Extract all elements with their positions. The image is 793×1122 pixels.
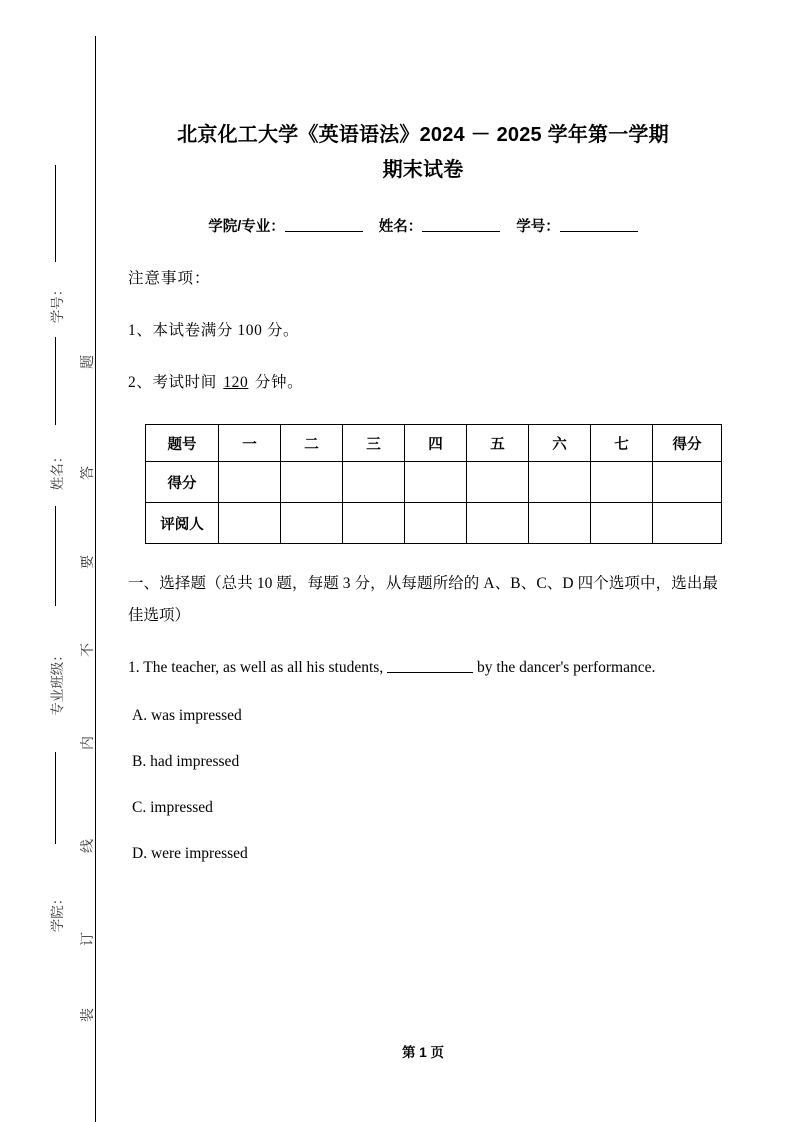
seal-char-4: 内 — [81, 736, 96, 750]
question-1-blank[interactable] — [387, 659, 473, 673]
question-1-text-after: by the dancer's performance. — [476, 658, 656, 676]
score-header-3: 三 — [343, 425, 405, 462]
seal-char-7: 装 — [81, 1008, 96, 1022]
score-row-1-cell-0[interactable] — [219, 503, 281, 544]
seal-char-0: 题 — [81, 355, 96, 369]
seal-char-6: 订 — [81, 932, 96, 946]
student-id-label: 学号： — [516, 219, 560, 235]
table-row — [146, 503, 722, 544]
score-row-0-cell-4[interactable] — [467, 462, 529, 503]
question-1-stem — [128, 652, 718, 684]
score-header-4: 四 — [405, 425, 467, 462]
score-header-6: 六 — [529, 425, 591, 462]
question-1-option-b[interactable]: B. had impressed — [132, 753, 240, 771]
section-heading: 一、选择题（总共 10 题，每题 3 分，从每题所给的 A、B、C、D 四个选项中，选出最佳选项） — [128, 575, 718, 624]
seal-char-2: 要 — [81, 555, 96, 569]
name-blank[interactable] — [422, 217, 500, 232]
score-row-0-label: 得分 — [146, 462, 219, 503]
page-title-line2: 期末试卷 — [382, 159, 464, 181]
student-info-line — [128, 215, 718, 236]
score-row-0-cell-2[interactable] — [343, 462, 405, 503]
seal-field-0: 学号： — [50, 282, 65, 324]
seal-char-5: 线 — [81, 839, 96, 853]
exam-content — [128, 0, 718, 1122]
page-title-line1: 北京化工大学《英语语法》2024 － 2025 学年第一学期 — [177, 124, 669, 146]
score-header-1: 一 — [219, 425, 281, 462]
score-table — [145, 424, 722, 544]
college-major-blank[interactable] — [285, 217, 363, 232]
score-row-1-cell-5[interactable] — [529, 503, 591, 544]
seal-blank-3 — [55, 752, 56, 844]
page-title — [128, 0, 718, 188]
question-1-option-a[interactable]: A. was impressed — [132, 707, 242, 725]
table-row-header — [146, 425, 722, 462]
seal-binding-sidebar — [0, 0, 120, 1122]
question-1-option-d[interactable]: D. were impressed — [132, 844, 248, 862]
notice-item-2 — [128, 370, 718, 392]
score-header-2: 二 — [281, 425, 343, 462]
student-id-blank[interactable] — [560, 217, 638, 232]
notice-item-2-after: 分钟。 — [250, 374, 304, 391]
seal-field-1: 姓名： — [50, 449, 65, 491]
seal-blank-2 — [55, 506, 56, 606]
seal-char-1: 答 — [81, 466, 96, 480]
notice-item-2-before: 2、考试时间 — [128, 374, 222, 391]
score-row-0-cell-0[interactable] — [219, 462, 281, 503]
score-row-0-cell-5[interactable] — [529, 462, 591, 503]
score-row-1-cell-1[interactable] — [281, 503, 343, 544]
score-header-0: 题号 — [146, 425, 219, 462]
seal-field-2: 专业班级： — [50, 648, 65, 716]
score-row-1-cell-2[interactable] — [343, 503, 405, 544]
name-label: 姓名： — [378, 219, 423, 235]
score-header-8: 得分 — [653, 425, 722, 462]
score-row-1-cell-6[interactable] — [591, 503, 653, 544]
score-row-0-cell-1[interactable] — [281, 462, 343, 503]
score-header-7: 七 — [591, 425, 653, 462]
notice-heading: 注意事项： — [128, 270, 211, 287]
score-row-0-cell-3[interactable] — [405, 462, 467, 503]
college-major-label: 学院/专业： — [208, 219, 285, 235]
seal-char-3: 不 — [81, 643, 96, 657]
score-row-1-cell-3[interactable] — [405, 503, 467, 544]
table-row — [146, 462, 722, 503]
question-1-text-before: 1. The teacher, as well as all his students, — [128, 658, 384, 676]
score-row-1-label: 评阅人 — [146, 503, 219, 544]
score-row-1-cell-7[interactable] — [653, 503, 722, 544]
page-footer: 第 1 页 — [401, 1045, 444, 1060]
score-row-1-cell-4[interactable] — [467, 503, 529, 544]
notice-item-1: 1、本试卷满分 100 分。 — [128, 322, 300, 339]
exam-duration-value: 120 — [223, 374, 249, 391]
score-row-0-cell-7[interactable] — [653, 462, 722, 503]
score-header-5: 五 — [467, 425, 529, 462]
question-1-option-c[interactable]: C. impressed — [132, 798, 213, 816]
score-row-0-cell-6[interactable] — [591, 462, 653, 503]
seal-field-3: 学院： — [50, 891, 65, 933]
seal-vertical-rule — [95, 36, 96, 1122]
